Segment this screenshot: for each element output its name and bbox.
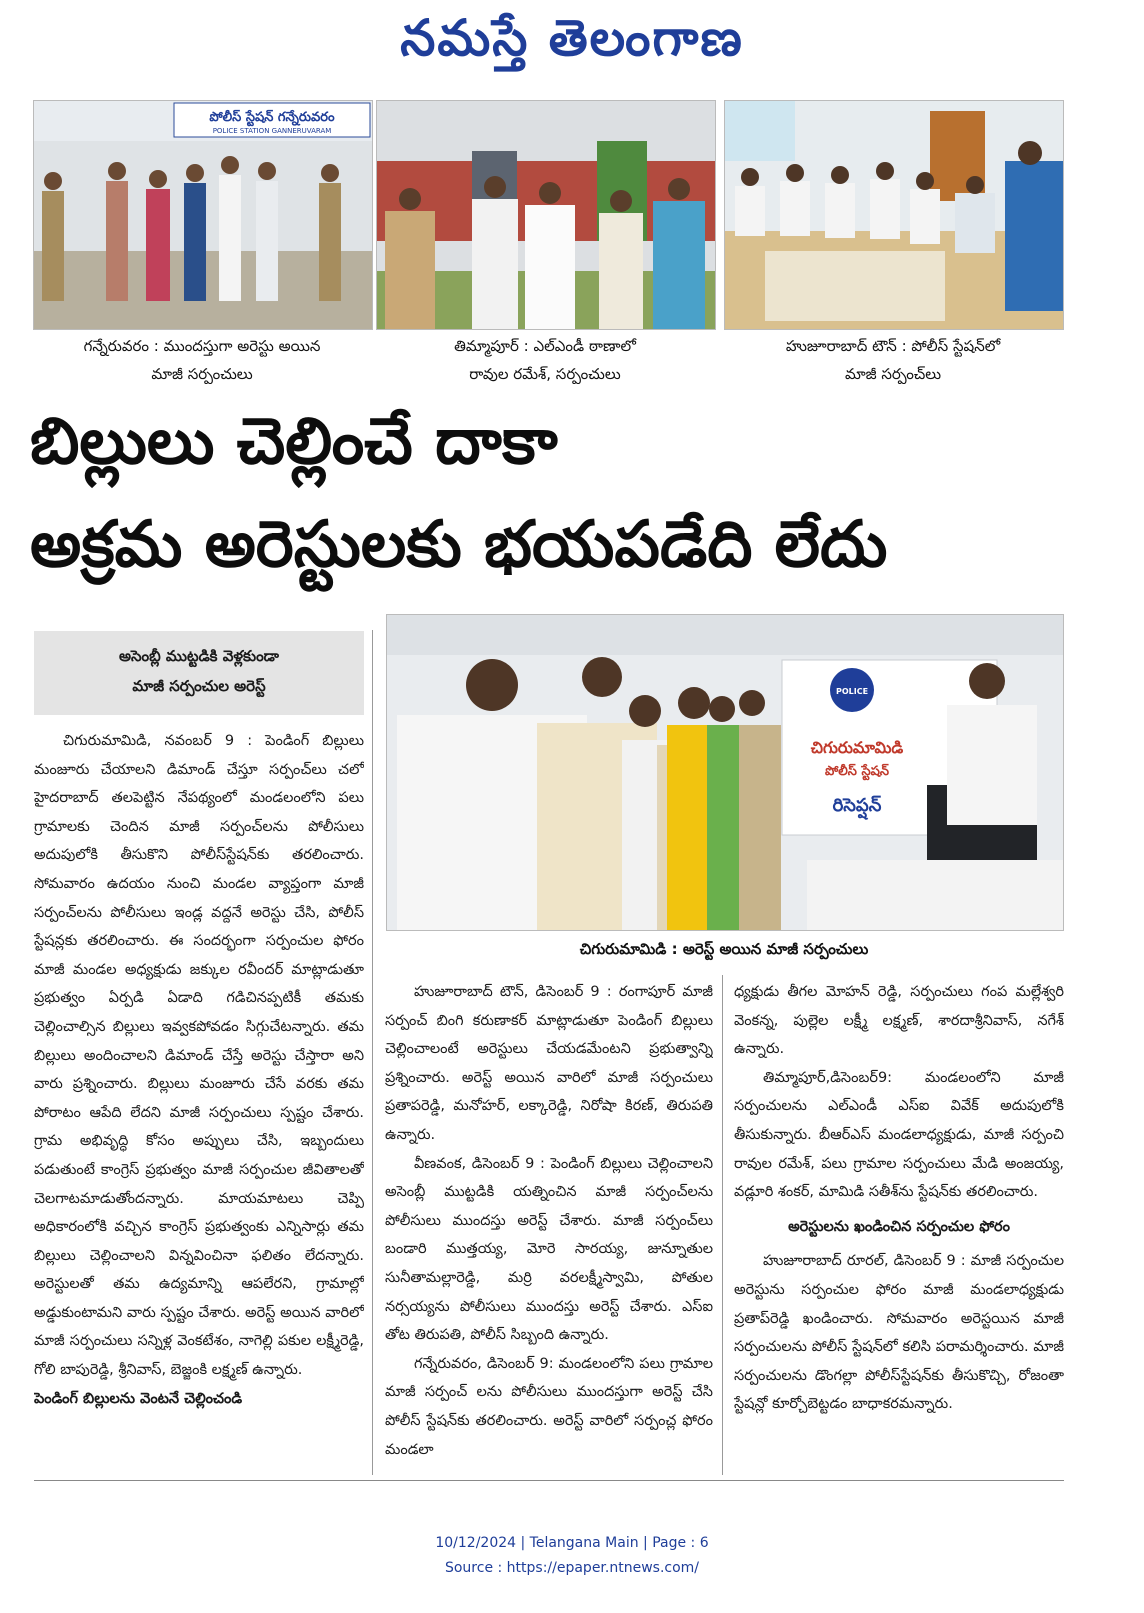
- bottom-rule: [34, 1480, 1064, 1481]
- station-name-sign: చిగురుమామిడి: [810, 738, 904, 757]
- photo-timmapur: [376, 100, 716, 330]
- column1-paragraph: చిగురుమామిడి, నవంబర్ 9 : పెండింగ్ బిల్లులు మంజూరు చేయాలని డిమాండ్ చేస్తూ సర్పంచ్‌లు చలో హైదరాబాద్ తలపెట్టిన నేపథ్యంలో మండలంలోని పలు గ్రామాలకు చెందిన మాజీ సర్పంచ్‌లను పోలీసులు అదుపులోకి తీసుకొని పోలీస్‌స్టేషన్‌కు తరలించారు. సోమవారం ఉదయం నుంచి మండల వ్యాప్తంగా మాజీ సర్పంచ్‌లను పోలీసులు ఇండ్ల వద్దనే అరెస్టు చేసి, పోలీస్ స్టేషన్లకు తరలించారు. ఈ సందర్భంగా సర్పంచుల ఫోరం మాజీ మండల అధ్యక్షుడు జక్కుల రవీందర్ మాట్లాడుతూ ప్రభుత్వం ఏర్పడి ఏడాది గడిచినప్పటికీ తమకు చెల్లించాల్సిన బిల్లులు ఇవ్వకపోవడం సిగ్గుచేటన్నారు. తమ బిల్లులు అందించాలని డిమాండ్ చేస్తే అరెస్టు చేస్తారా అని వారు ప్రశ్నించారు. బిల్లులు మంజూరు చేసే వరకు తమ పోరాటం ఆపేది లేదని మాజీ సర్పంచులు స్పష్టం చేశారు. గ్రామ అభివృద్ధి కోసం అప్పులు చేసి, ఇబ్బందులు పడుతుంటే కాంగ్రెస్ ప్రభుత్వం మాజీ సర్పంచుల జీవితాలతో చెలగాటమాడుతోందన్నారు. మాయమాటలు చెప్పి అధికారంలోకి వచ్చిన కాంగ్రెస్ ప్రభుత్వంకు ఎన్నిసార్లు తమ బిల్లులు చెల్లించాలని విన్నవించినా ఫలితం లేదన్నారు. అరెస్టులతో తమ ఉద్యమాన్ని ఆపలేరని, గ్రామాల్లో అడ్డుకుంటామని వారు స్పష్టం చేశారు. అరెస్ట్ అయిన వారిలో మాజీ సర్పంచులు సన్నిళ్ల వెంకటేశం, నాగెల్లి పకుల లక్ష్మీరెడ్డి, గోలి బాపురెడ్డి, శ్రీనివాస్, బెజ్జంకి లక్ష్మణ్ ఉన్నారు.: [34, 733, 364, 1379]
- station-label-sign: పోలీస్ స్టేషన్: [825, 764, 889, 779]
- photo1-caption-line1: గన్నేరువరం : ముందస్తుగా అరెస్టు అయిన: [83, 337, 321, 355]
- photo3-caption: [724, 332, 1062, 388]
- subhead-line2: మాజీ సర్పంచుల అరెస్ట్: [132, 677, 266, 695]
- headline-line1: బిల్లులు చెల్లించే దాకా: [30, 405, 558, 479]
- column2-paragraph-1: హుజూరాబాద్ టౌన్, డిసెంబర్ 9 : రంగాపూర్ మాజీ సర్పంచ్ బింగి కరుణాకర్ మాట్లాడుతూ పెండింగ్ బిల్లులు చెల్లించాలంటే అరెస్టులు చేయడమేంటని ప్రభుత్వాన్ని ప్రశ్నించారు. అరెస్ట్ అయిన వారిలో మాజీ సర్పంచులు ప్రతాపరెడ్డి, మనోహర్, లక్కారెడ్డి, నిరోషా కిరణ్, తిరుపతి ఉన్నారు.: [385, 984, 713, 1143]
- reception-sign: రిసెప్షన్: [832, 795, 882, 816]
- footer-source: Source : https://epaper.ntnews.com/: [444, 1560, 700, 1576]
- photo-gannervaram: [33, 100, 373, 330]
- headline-line2: అక్రమ అరెస్టులకు భయపడేది లేదు: [30, 508, 888, 582]
- station-sign-text: పోలీస్ స్టేషన్ గన్నేరువరం: [209, 110, 335, 125]
- column2-paragraph-3: గన్నేరువరం, డిసెంబర్ 9: మండలంలోని పలు గ్రామాల మాజీ సర్పంచ్ లను పోలీసులు ముందస్తుగా అరెస్ట్ చేసి పోలీస్ స్టేషన్‌కు తరలించారు. అరెస్ట్ వారిలో సర్పంచ్ల ఫోరం మండలా: [385, 1355, 713, 1458]
- column3-paragraph-2: తిమ్మాపూర్,డిసెంబర్9: మండలంలోని మాజీ సర్పంచులను ఎల్ఎండీ ఎస్ఐ వివేక్ అదుపులోకి తీసుకున్నారు. బీఆర్ఎస్ మండలాధ్యక్షుడు, మాజీ సర్పంచి రావుల రమేశ్, పలు గ్రామాల సర్పంచులు మేడి అంజయ్య, వడ్లూరి శంకర్, మామిడి సతీశ్‌ను స్టేషన్‌కు తరలించారు.: [734, 1069, 1064, 1201]
- footer-date-edition: 10/12/2024 | Telangana Main | Page : 6: [435, 1535, 709, 1551]
- article-column-2: [385, 978, 713, 1478]
- column3-paragraph-3: హుజూరాబాద్ రూరల్, డిసెంబర్ 9 : మాజీ సర్పంచుల అరెస్టును సర్పంచుల ఫోరం మాజీ మండలాధ్యక్షుడు ప్రతాప్‌రెడ్డి ఖండించారు. సోమవారం అరెస్టయిన మాజీ సర్పంచులను పోలీస్ స్టేషన్‌లో కలిసి పరామర్శించారు. మాజీ సర్పంచులను డొంగల్లా పోలీస్‌స్టేషన్‌కు తీసుకొచ్చి, రోజంతా స్టేషన్లో కూర్చోబెట్టడం బాధాకరమన్నారు.: [734, 1253, 1064, 1413]
- photo2-caption-line1: తిమ్మాపూర్ : ఎల్ఎండీ ఠాణాలో: [454, 337, 636, 355]
- article-column-3: [734, 978, 1064, 1478]
- police-logo-text: POLICE: [835, 687, 869, 696]
- column3-paragraph-1: ధ్యక్షుడు తీగల మోహన్ రెడ్డి, సర్పంచులు గంప మల్లేశ్వరి వెంకన్న, పుల్లెల లక్ష్మీ లక్ష్మణ్, శారదాశ్రీనివాస్, నగేశ్ ఉన్నారు.: [734, 984, 1064, 1058]
- photo3-caption-line1: హుజూరాబాద్ టౌన్ : పోలీస్ స్టేషన్‌లో: [785, 337, 1001, 355]
- photo2-caption: [376, 332, 714, 388]
- photo2-caption-line2: రావుల రమేశ్, సర్పంచులు: [469, 365, 621, 383]
- article-column-1: [34, 727, 364, 1477]
- subhead-line1: అసెంబ్లీ ముట్టడికి వెళ్లకుండా: [119, 647, 279, 665]
- subhead-box: [34, 631, 364, 715]
- photo-huzurabad: [724, 100, 1064, 330]
- masthead-logo: నమస్తే తెలంగాణ: [400, 8, 744, 67]
- photo1-caption: [33, 332, 371, 388]
- column-divider-1: [372, 630, 373, 1475]
- column1-subheading: పెండింగ్ బిల్లులను వెంటనే చెల్లించండి: [34, 1390, 243, 1407]
- photo3-caption-line2: మాజీ సర్పంచ్‌లు: [844, 365, 942, 383]
- main-photo-caption: చిగురుమామిడి : అరెస్ట్ అయిన మాజీ సర్పంచులు: [579, 940, 869, 958]
- column3-subheading: అరెస్టులను ఖండించిన సర్పంచుల ఫోరం: [788, 1218, 1010, 1235]
- photo1-caption-line2: మాజీ సర్పంచులు: [151, 365, 253, 383]
- column-divider-2: [722, 975, 723, 1475]
- station-sign-english: POLICE STATION GANNERUVARAM: [212, 127, 332, 135]
- photo-chigurumamidi: [386, 614, 1064, 931]
- column2-paragraph-2: వీణవంక, డిసెంబర్ 9 : పెండింగ్ బిల్లులు చెల్లించాలని అసెంబ్లీ ముట్టడికి యత్నించిన మాజీ సర్పంచ్‌లను పోలీసులు ముందస్తు అరెస్ట్ చేశారు. మాజీ సర్పంచ్‌లు బండారి ముత్తయ్య, మోరె సారయ్య, జున్నూతుల సునీతామల్లారెడ్డి, మర్రి వరలక్ష్మీస్వామి, పోతుల నర్సయ్యను పోలీసులు ముందస్తు అరెస్ట్ చేశారు. ఎస్ఐ తోట తిరుపతి, పోలీస్ సిబ్బంది ఉన్నారు.: [385, 1155, 713, 1344]
